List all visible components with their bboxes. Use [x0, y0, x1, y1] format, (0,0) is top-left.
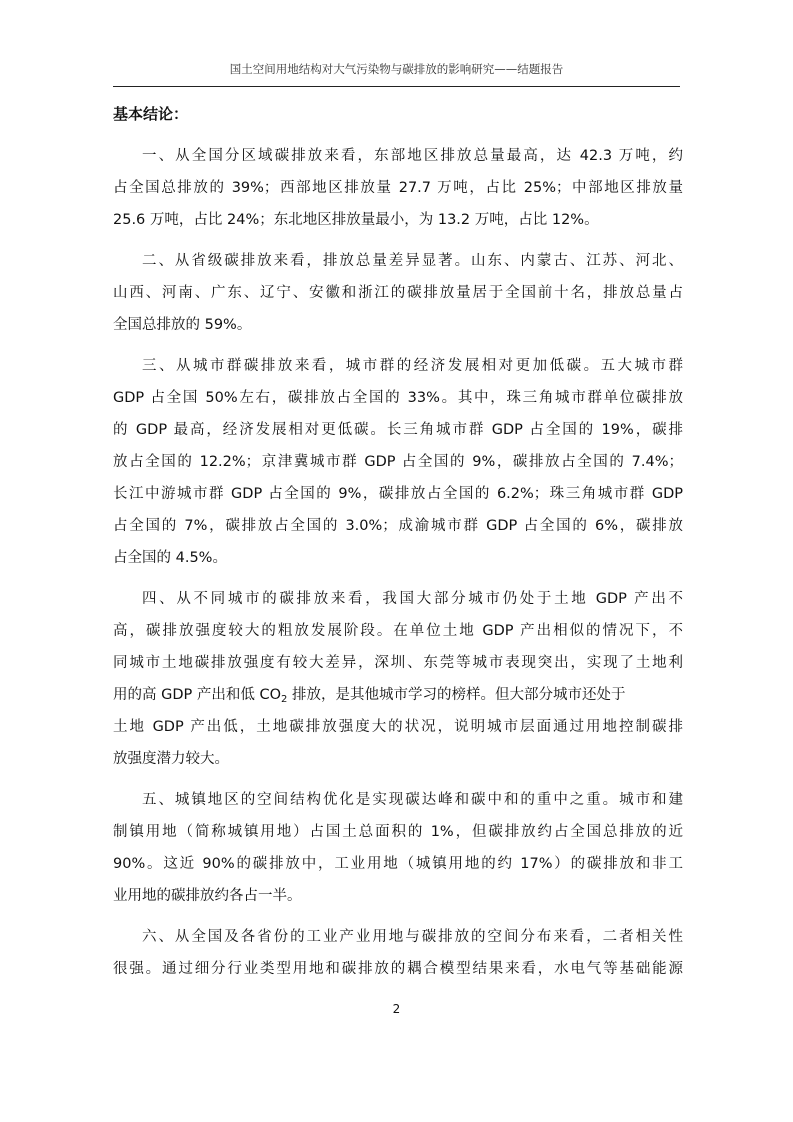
section-heading: 基本结论： [113, 105, 189, 123]
text-line: 全国总排放的 59%。 [113, 317, 252, 333]
text-segment: 排放，是其他城市学习的榜样。但大部分城市还处于 [287, 687, 626, 703]
header-divider [113, 86, 680, 87]
page-number: 2 [392, 1002, 401, 1016]
text-line: 六、从全国及各省份的工业产业用地与碳排放的空间分布来看，二者相关性 [142, 929, 683, 945]
paragraph-5 [113, 784, 683, 912]
text-line: 高，碳排放强度较大的粗放发展阶段。在单位土地 GDP 产出相似的情况下，不 [113, 623, 683, 639]
text-line: 长江中游城市群 GDP 占全国的 9%，碳排放占全国的 6.2%；珠三角城市群 GDP [113, 486, 683, 502]
paragraph-3 [113, 350, 683, 574]
text-line [113, 679, 683, 711]
text-line: 90%。这近 90%的碳排放中，工业用地（城镇用地的约 17%）的碳排放和非工 [113, 856, 683, 872]
text-line: 占全国的 4.5%。 [113, 550, 227, 566]
text-line: 25.6 万吨，占比 24%；东北地区排放量最小，为 13.2 万吨，占比 12%。 [113, 212, 599, 228]
running-header: 国土空间用地结构对大气污染物与碳排放的影响研究——结题报告 [229, 62, 564, 76]
text-line: 占全国总排放的 39%；西部地区排放量 27.7 万吨，占比 25%；中部地区排放量 [113, 180, 683, 196]
text-line: 占全国的 7%，碳排放占全国的 3.0%；成渝城市群 GDP 占全国的 6%，碳排放 [113, 518, 683, 534]
text-line: 放强度潜力较大。 [113, 751, 229, 767]
paragraph-1 [113, 140, 683, 236]
text-segment: 用的高 GDP 产出和低 CO [113, 687, 282, 703]
text-line: 同城市土地碳排放强度有较大差异，深圳、东莞等城市表现突出，实现了土地利 [113, 655, 683, 671]
text-line: 的 GDP 最高，经济发展相对更低碳。长三角城市群 GDP 占全国的 19%，碳排 [113, 422, 683, 438]
document-body [113, 140, 683, 994]
text-line: 业用地的碳排放约各占一半。 [113, 888, 302, 904]
text-line: 五、城镇地区的空间结构优化是实现碳达峰和碳中和的重中之重。城市和建 [142, 792, 683, 808]
paragraph-2 [113, 245, 683, 341]
text-line: 制镇用地（简称城镇用地）占国土总面积的 1%，但碳排放约占全国总排放的近 [113, 824, 683, 840]
paragraph-6 [113, 921, 683, 985]
text-line: 二、从省级碳排放来看，排放总量差异显著。山东、内蒙古、江苏、河北、 [142, 253, 683, 269]
text-line: 放占全国的 12.2%；京津冀城市群 GDP 占全国的 9%，碳排放占全国的 7.4%； [113, 454, 683, 470]
text-line: 土地 GDP 产出低，土地碳排放强度大的状况，说明城市层面通过用地控制碳排 [113, 719, 683, 735]
paragraph-4 [113, 583, 683, 775]
text-line: 一、从全国分区域碳排放来看，东部地区排放总量最高，达 42.3 万吨，约 [142, 148, 683, 164]
text-line: 山西、河南、广东、辽宁、安徽和浙江的碳排放量居于全国前十名，排放总量占 [113, 285, 683, 301]
text-line: 很强。通过细分行业类型用地和碳排放的耦合模型结果来看，水电气等基础能源 [113, 961, 683, 977]
text-line: 三、从城市群碳排放来看，城市群的经济发展相对更加低碳。五大城市群 [142, 358, 683, 374]
text-line: 四、从不同城市的碳排放来看，我国大部分城市仍处于土地 GDP 产出不 [142, 591, 683, 607]
subscript-2: 2 [281, 694, 288, 705]
text-line: GDP 占全国 50%左右，碳排放占全国的 33%。其中，珠三角城市群单位碳排放 [113, 390, 683, 406]
